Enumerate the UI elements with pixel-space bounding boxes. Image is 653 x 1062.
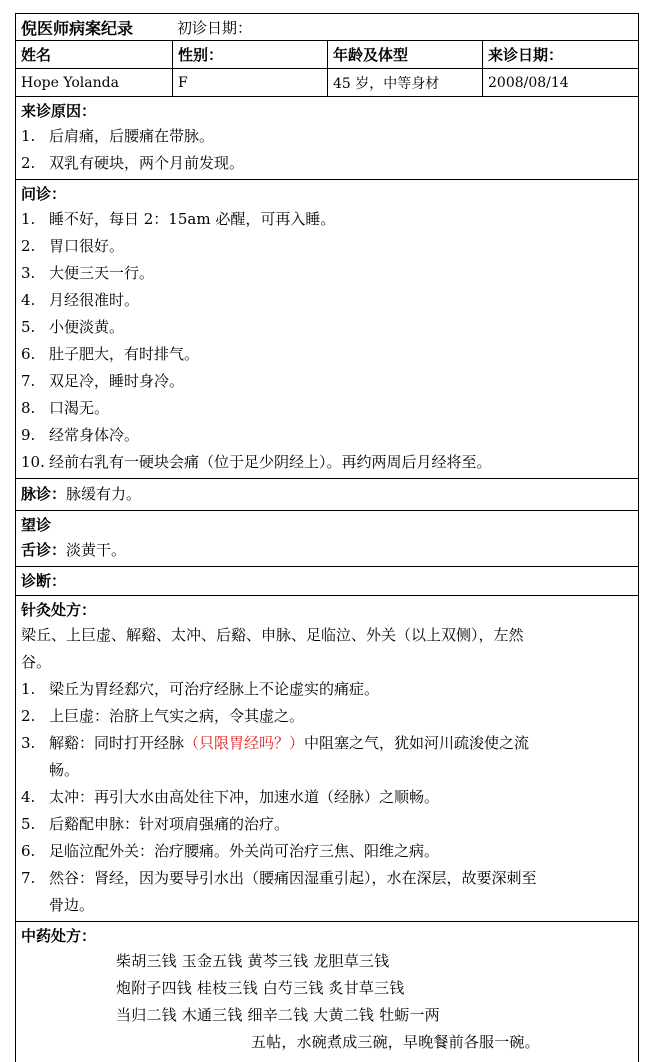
sex-header: 性别：	[173, 41, 328, 68]
list-item: 7. 双足冷，睡时身冷。	[21, 372, 185, 390]
inquiry-section	[15, 180, 639, 479]
list-item: 8. 口渴无。	[21, 399, 110, 417]
list-item: 3. 解谿：同时打开经脉（只限胃经吗？）中阻塞之气，犹如河川疏浚使之流 畅。	[21, 734, 530, 779]
herb-instructions-cut: 五帖，水碗煮成三碗，早晚餐前各服一碗。	[251, 1033, 540, 1051]
pulse-heading: 脉诊：	[21, 485, 67, 503]
patient-age-build: 45 岁，中等身材	[328, 69, 483, 96]
list-item: 2. 上巨虚：治脐上气实之病，令其虚之。	[21, 707, 305, 725]
list-item: 2. 双乳有硬块，两个月前发现。	[21, 154, 245, 172]
patient-name: Hope Yolanda	[16, 69, 173, 96]
diagnosis-section	[15, 567, 639, 596]
observation-section	[15, 511, 639, 567]
list-item: 1. 梁丘为胃经郄穴，可治疗经脉上不论虚实的痛症。	[21, 680, 380, 698]
list-item: 9. 经常身体冷。	[21, 426, 140, 444]
title-row	[15, 13, 639, 41]
list-item: 3. 大便三天一行。	[21, 264, 155, 282]
record-title: 倪医师病案纪录	[21, 18, 134, 38]
list-item: 4. 太冲：再引大水由高处往下冲，加速水道（经脉）之顺畅。	[21, 788, 440, 806]
patient-header-row	[15, 41, 639, 69]
reason-list	[21, 123, 632, 177]
list-item: 10. 经前右乳有一硬块会痛（位于足少阴经上）。再约两周后月经将至。	[21, 453, 492, 471]
herbal-heading: 中药处方：	[21, 927, 97, 945]
acupuncture-notes	[21, 676, 632, 919]
acupuncture-heading: 针灸处方：	[21, 601, 97, 619]
inquiry-heading: 问诊：	[21, 185, 67, 203]
diagnosis-heading: 诊断：	[21, 572, 67, 590]
observation-heading: 望诊	[21, 516, 52, 534]
question-note: （只限胃经吗？）	[184, 734, 305, 752]
list-item: 4. 月经很准时。	[21, 291, 140, 309]
list-item: 6. 足临泣配外关：治疗腰痛。外关尚可治疗三焦、阳维之病。	[21, 842, 440, 860]
herbal-formula	[21, 948, 632, 1056]
herbal-section	[15, 922, 639, 1062]
patient-value-row	[15, 69, 639, 97]
case-record-sheet	[15, 13, 639, 1062]
list-item: 1. 睡不好，每日 2：15am 必醒，可再入睡。	[21, 210, 336, 228]
list-item: 1. 后肩痛，后腰痛在带脉。	[21, 127, 215, 145]
name-header: 姓名	[16, 41, 173, 68]
visit-date-header: 来诊日期：	[488, 46, 564, 64]
list-item: 6. 肚子肥大，有时排气。	[21, 345, 200, 363]
pulse-text: 脉缓有力。	[66, 485, 142, 503]
list-item: 5. 后谿配申脉：针对项肩强痛的治疗。	[21, 815, 290, 833]
patient-sex: F	[173, 69, 328, 96]
acupuncture-section	[15, 596, 639, 922]
first-visit-date-label: 初诊日期：	[177, 18, 253, 37]
age-build-header: 年龄及体型	[328, 41, 483, 68]
visit-date: 2008/08/14	[488, 74, 569, 91]
tongue-heading: 舌诊：	[21, 541, 67, 559]
inquiry-list	[21, 206, 632, 476]
list-item: 5. 小便淡黄。	[21, 318, 125, 336]
list-item: 7. 然谷：肾经，因为要导引水出（腰痛因湿重引起），水在深层，故要深刺至 骨边。	[21, 869, 537, 914]
acupuncture-points-line2: 谷。	[21, 653, 52, 671]
reason-section	[15, 97, 639, 180]
herb-line: 柴胡三钱 玉金五钱 黄芩三钱 龙胆草三钱	[116, 952, 390, 970]
tongue-text: 淡黄干。	[66, 541, 127, 559]
reason-heading: 来诊原因：	[21, 102, 97, 120]
pulse-section	[15, 479, 639, 511]
acupuncture-points-line1: 梁丘、上巨虚、解谿、太冲、后谿、申脉、足临泣、外关（以上双侧），左然	[21, 626, 524, 644]
herb-line: 当归二钱 木通三钱 细辛二钱 大黄二钱 牡蛎一两	[116, 1006, 440, 1024]
herb-line: 炮附子四钱 桂枝三钱 白芍三钱 炙甘草三钱	[116, 979, 405, 997]
list-item: 2. 胃口很好。	[21, 237, 125, 255]
